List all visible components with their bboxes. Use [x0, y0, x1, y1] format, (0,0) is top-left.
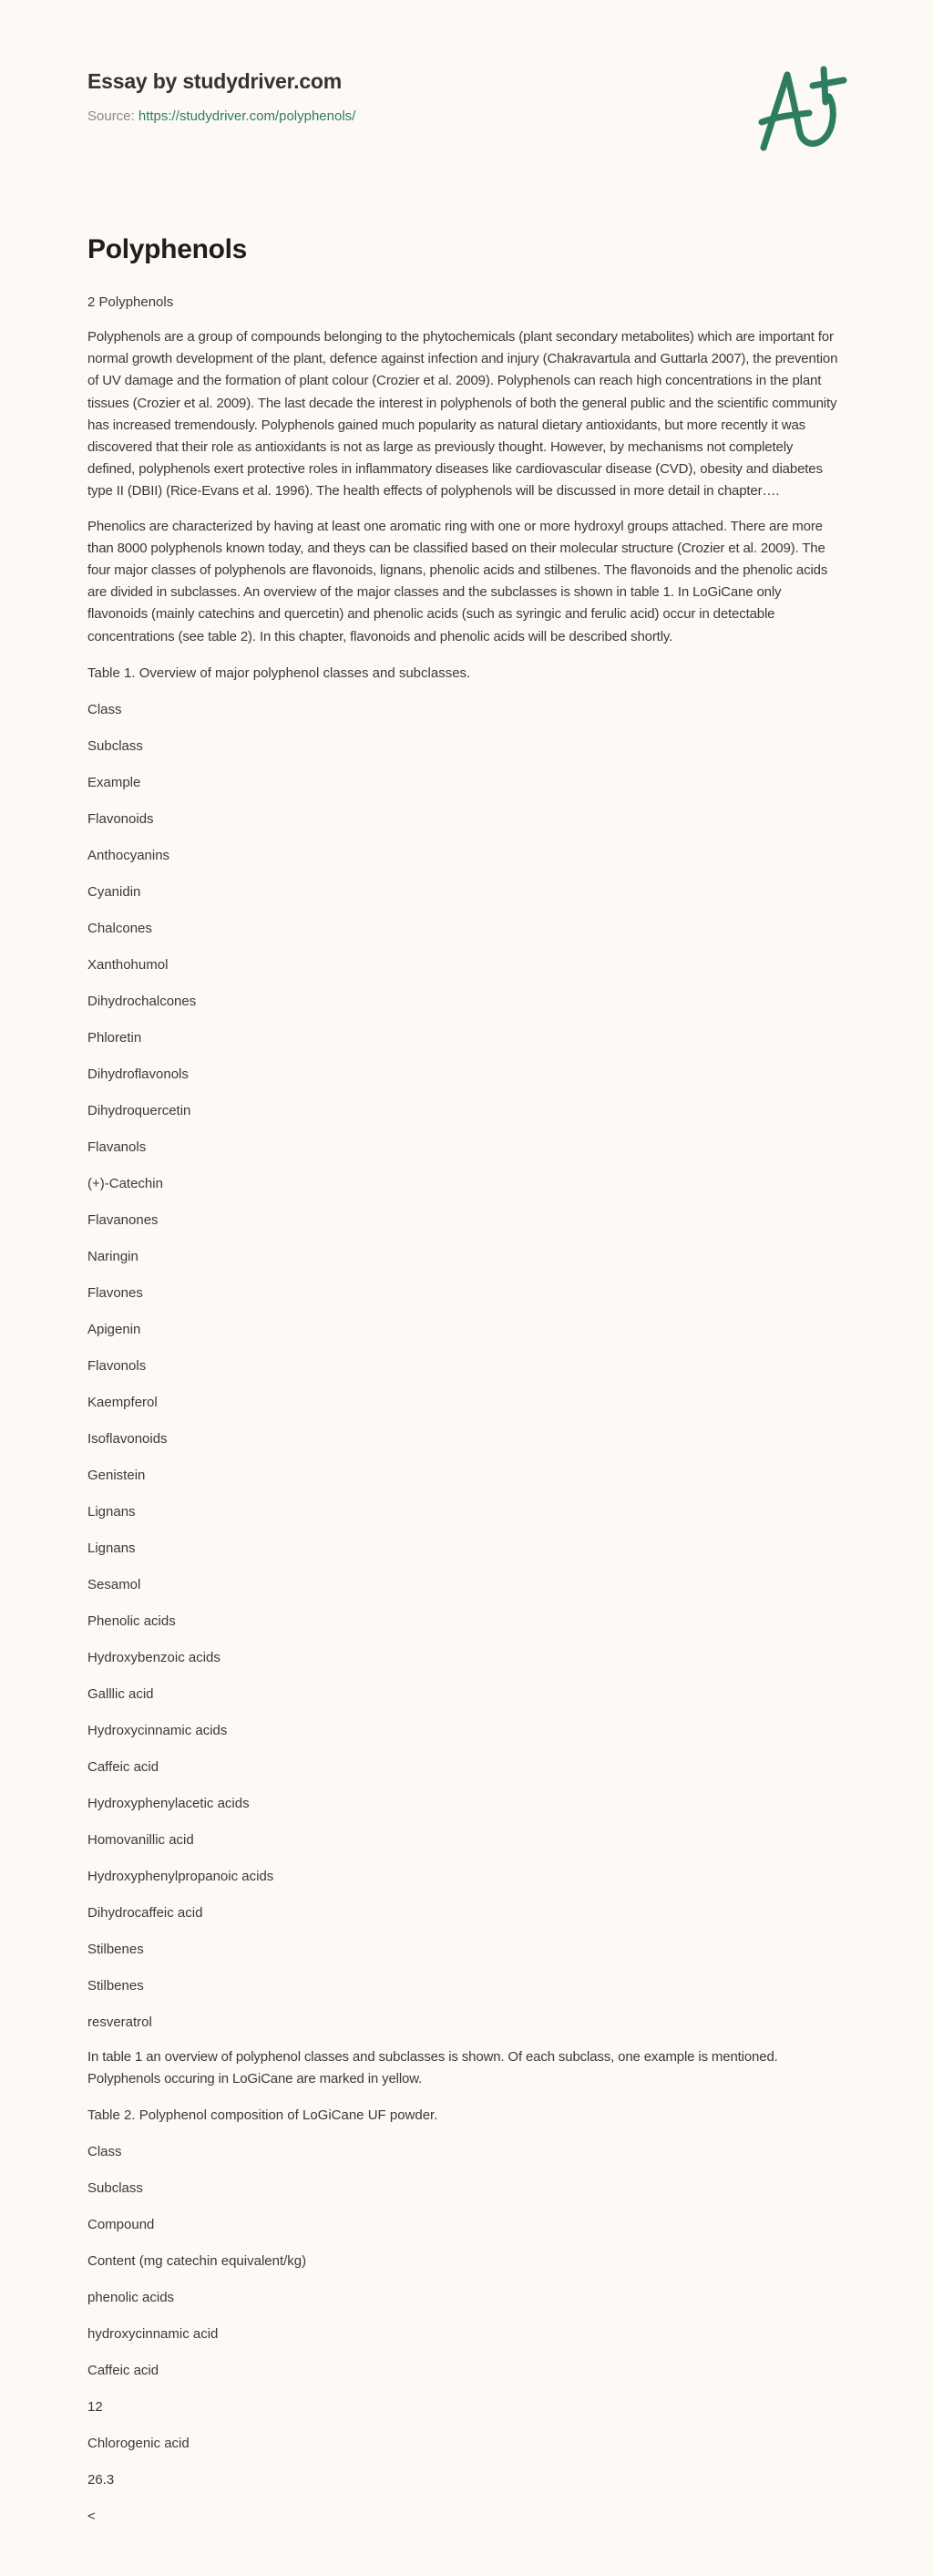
paragraph-intro: Polyphenols are a group of compounds belonging to the phytochemicals (plant secondary metabolites) which are important for normal growth development of the plant, defence against infection and injury (Chakravartula and Guttarla 2007), the prevention of UV damage and the formation of plant colour (Crozier et al. 2009). Polyphenols can reach high concentrations in the plant tissues (Crozier et al. 2009). The last decade the interest in polyphenols of both the general public and the scientific community has increased tremendously. Polyphenols gained much popularity as natural dietary antioxidants, but more recently it was discovered that their role as antioxidants is not as large as previously thought. However, by mechanisms not completely defined, polyphenols exert protective roles in inflammatory diseases like cardiovascular disease (CVD), obesity and diabetes type II (DBII) (Rice-Evans et al. 1996). The health effects of polyphenols will be discussed in more detail in chapter….	[87, 329, 838, 500]
table1-item: Subclass	[87, 737, 143, 754]
table1-item: Chalcones	[87, 920, 152, 936]
table2-item: 26.3	[87, 2472, 115, 2488]
table1-item: Stilbenes	[87, 1977, 144, 1994]
table2-item: Content (mg catechin equivalent/kg)	[87, 2253, 307, 2270]
table2-item: Chlorogenic acid	[87, 2436, 190, 2452]
table1-item: Hydroxyphenylpropanoic acids	[87, 1868, 274, 1884]
table1-caption: Table 1. Overview of major polyphenol classes and subclasses.	[87, 665, 471, 681]
table1-item: Xanthohumol	[87, 956, 169, 973]
source-label: Source:	[87, 108, 138, 124]
table1-item: Flavanones	[87, 1211, 159, 1228]
document-title: Polyphenols	[87, 234, 248, 264]
table1-item: Lignans	[87, 1503, 136, 1520]
table2-item: <	[87, 2509, 96, 2525]
table1-item: Phloretin	[87, 1029, 142, 1046]
table1-item: Homovanillic acid	[87, 1831, 194, 1848]
table1-item: Genistein	[87, 1467, 146, 1483]
table1-item: Flavanols	[87, 1139, 147, 1155]
site-title: Essay by studydriver.com	[87, 69, 343, 93]
table1-item: (+)-Catechin	[87, 1175, 163, 1191]
table1-item: Flavonoids	[87, 810, 154, 827]
source-link[interactable]: https://studydriver.com/polyphenols/	[138, 108, 356, 124]
table2-item: Class	[87, 2144, 122, 2160]
paragraph-table1-summary: In table 1 an overview of polyphenol classes and subclasses is shown. Of each subclass, one example is mentioned. Polyphenols occuring in LoGiCane are marked in yellow.	[87, 2048, 778, 2087]
table1-item: Phenolic acids	[87, 1613, 176, 1629]
table2-item: hydroxycinnamic acid	[87, 2326, 219, 2343]
table1-item: Anthocyanins	[87, 847, 170, 863]
source-line	[87, 108, 634, 126]
table1-item: Dihydroflavonols	[87, 1066, 189, 1082]
table1-item: Sesamol	[87, 1576, 141, 1592]
table2-item: Caffeic acid	[87, 2363, 159, 2379]
table1-item: Hydroxybenzoic acids	[87, 1649, 220, 1665]
table1-item: Flavonols	[87, 1357, 147, 1374]
table2-item: Compound	[87, 2217, 155, 2233]
table1-item: Cyanidin	[87, 883, 141, 900]
table1-item: Galllic acid	[87, 1685, 154, 1702]
table1-item: Example	[87, 774, 141, 790]
table1-item: Flavones	[87, 1284, 143, 1301]
essay-content	[87, 230, 844, 2528]
table1-item: Isoflavonoids	[87, 1430, 168, 1447]
table2-caption: Table 2. Polyphenol composition of LoGiCane UF powder.	[87, 2107, 438, 2124]
a-plus-logo-icon	[745, 60, 851, 155]
table1-item: Naringin	[87, 1248, 138, 1264]
table1-items	[87, 699, 844, 2034]
table1-item: Dihydrochalcones	[87, 993, 197, 1009]
table1-item: Apigenin	[87, 1321, 141, 1337]
table2-item: 12	[87, 2399, 103, 2416]
table1-item: Lignans	[87, 1540, 136, 1556]
table1-item: Caffeic acid	[87, 1758, 159, 1775]
table1-item: Hydroxyphenylacetic acids	[87, 1795, 250, 1811]
table1-item: Kaempferol	[87, 1394, 158, 1410]
paragraph-phenolics: Phenolics are characterized by having at least one aromatic ring with one or more hydroxyl groups attached. There are more than 8000 polyphenols known today, and theys can be classified based on their molecular structure (Crozier et al. 2009). The four major classes of polyphenols are flavonoids, lignans, phenolic acids and stilbenes. The flavonoids and the phenolic acids are divided in subclasses. An overview of the major classes and the subclasses is shown in table 1. In LoGiCane only flavonoids (mainly catechins and quercetin) and phenolic acids (such as syringic and ferulic acid) occur in detectable concentrations (see table 2). In this chapter, flavonoids and phenolic acids will be described shortly.	[87, 518, 828, 644]
table1-item: Dihydroquercetin	[87, 1102, 191, 1118]
page-header	[87, 67, 634, 126]
table1-item: Dihydrocaffeic acid	[87, 1904, 203, 1921]
section-heading: 2 Polyphenols	[87, 294, 174, 310]
table2-items	[87, 2141, 844, 2528]
table1-item: Stilbenes	[87, 1941, 144, 1957]
table1-item: Hydroxycinnamic acids	[87, 1722, 228, 1738]
table1-item: resveratrol	[87, 2014, 152, 2030]
table1-item: Class	[87, 701, 122, 717]
table2-item: phenolic acids	[87, 2290, 175, 2306]
table2-item: Subclass	[87, 2180, 143, 2197]
